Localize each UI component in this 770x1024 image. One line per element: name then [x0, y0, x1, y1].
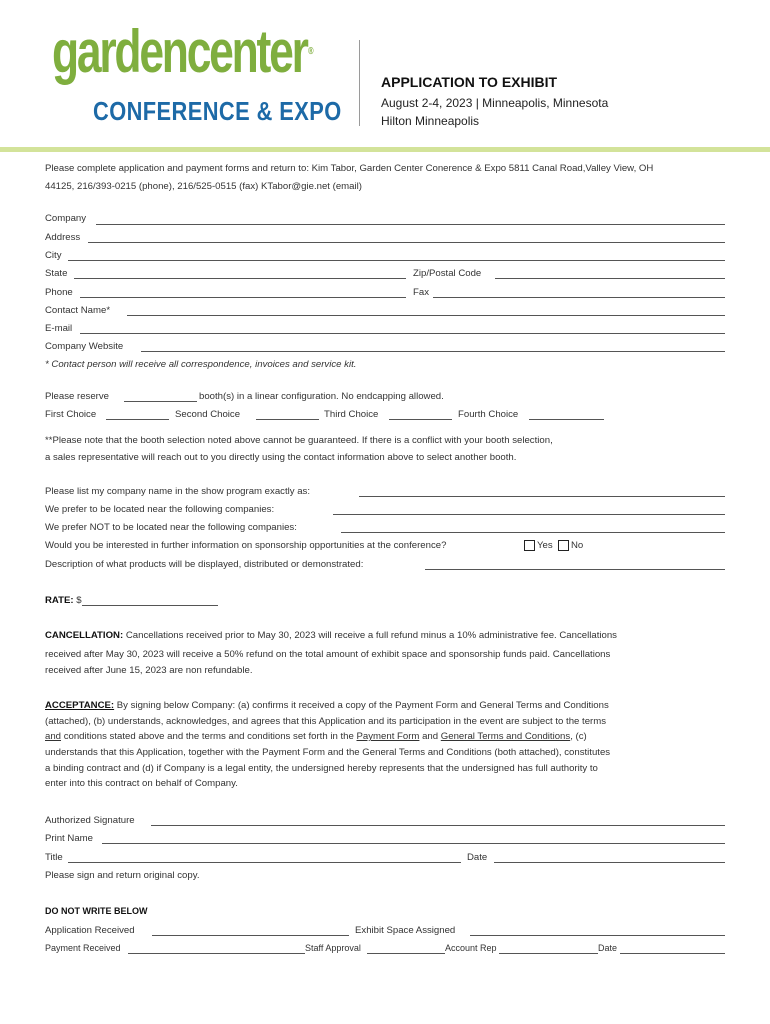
company-field[interactable]	[96, 224, 725, 225]
office-date-label: Date	[598, 943, 618, 953]
fax-label: Fax	[413, 287, 429, 298]
email-field[interactable]	[80, 333, 725, 334]
header-divider	[359, 40, 360, 126]
date-label: Date	[467, 852, 488, 863]
authorized-signature-field[interactable]	[151, 825, 725, 826]
office-heading: DO NOT WRITE BELOW	[45, 906, 148, 916]
payment-received-label: Payment Received	[45, 943, 121, 953]
logo-wordmark	[52, 20, 314, 84]
cancellation-line-3: received after June 15, 2023 are non refundable.	[45, 665, 253, 676]
booth-count-field[interactable]	[124, 401, 197, 402]
first-choice-label: First Choice	[45, 409, 97, 420]
company-label: Company	[45, 213, 87, 224]
not-near-field[interactable]	[341, 532, 725, 533]
logo-subtitle: CONFERENCE & EXPO	[93, 96, 342, 126]
not-near-label: We prefer NOT to be located near the following companies:	[45, 522, 297, 533]
address-label: Address	[45, 232, 81, 243]
no-label: No	[571, 540, 584, 551]
zip-label: Zip/Postal Code	[413, 268, 482, 279]
rate-label: RATE: $	[45, 595, 82, 606]
cancellation-line-2: received after May 30, 2023 will receive a 50% refund on the total amount of exhibit space and sponsorship funds paid. Cancellations	[45, 649, 611, 660]
phone-field[interactable]	[80, 297, 406, 298]
office-date-field[interactable]	[620, 953, 725, 954]
reserve-text: booth(s) in a linear configuration. No endcapping allowed.	[199, 391, 444, 402]
sign-note: Please sign and return original copy.	[45, 870, 200, 881]
yes-label: Yes	[537, 540, 553, 551]
listing-label: Please list my company name in the show program exactly as:	[45, 486, 311, 497]
acceptance-line-5: a binding contract and (d) if Company is a legal entity, the undersigned hereby represents that the undersigned has full authority to	[45, 763, 598, 774]
form-title: APPLICATION TO EXHIBIT	[381, 74, 558, 90]
second-choice-field[interactable]	[256, 419, 319, 420]
fourth-choice-label: Fourth Choice	[458, 409, 519, 420]
cancellation-line-1: CANCELLATION: Cancellations received prior to May 30, 2023 will receive a full refund minus a 10% administrative fee. Cancellations	[45, 630, 617, 641]
app-received-field[interactable]	[152, 935, 349, 936]
reserve-label: Please reserve	[45, 391, 109, 402]
sponsorship-question: Would you be interested in further information on sponsorship opportunities at the conference?	[45, 540, 447, 551]
acceptance-line-6: enter into this contract on behalf of Company.	[45, 778, 238, 789]
account-rep-label: Account Rep	[445, 943, 497, 953]
title-label: Title	[45, 852, 63, 863]
acceptance-line-3: and conditions stated above and the terms and conditions set forth in the Payment Form and General Terms and Conditions, (c)	[45, 731, 587, 742]
intro-line-2: 44125, 216/393-0215 (phone), 216/525-0515 (fax) KTabor@gie.net (email)	[45, 181, 362, 192]
address-field[interactable]	[88, 242, 725, 243]
website-label: Company Website	[45, 341, 124, 352]
second-choice-label: Second Choice	[175, 409, 241, 420]
space-assigned-label: Exhibit Space Assigned	[355, 925, 456, 936]
city-label: City	[45, 250, 62, 261]
logo-text: gardencenter	[52, 18, 307, 85]
phone-label: Phone	[45, 287, 73, 298]
staff-approval-label: Staff Approval	[305, 943, 361, 953]
website-field[interactable]	[141, 351, 725, 352]
state-field[interactable]	[74, 278, 406, 279]
state-label: State	[45, 268, 68, 279]
authorized-signature-label: Authorized Signature	[45, 815, 135, 826]
header-rule	[0, 147, 770, 152]
space-assigned-field[interactable]	[470, 935, 725, 936]
staff-approval-field[interactable]	[367, 953, 445, 954]
contact-note: * Contact person will receive all correspondence, invoices and service kit.	[45, 359, 357, 370]
contact-label: Contact Name*	[45, 305, 111, 316]
print-name-field[interactable]	[102, 843, 725, 844]
intro-line-1: Please complete application and payment forms and return to: Kim Tabor, Garden Center Conerence & Expo 5811 Canal Road,Valley View, OH	[45, 163, 654, 174]
title-field[interactable]	[68, 862, 461, 863]
account-rep-field[interactable]	[499, 953, 598, 954]
rate-field[interactable]	[82, 605, 218, 606]
event-venue: Hilton Minneapolis	[381, 114, 480, 128]
acceptance-line-2: (attached), (b) understands, acknowledges, and agrees that this Application and its participation in the event are subject to the terms	[45, 716, 607, 727]
first-choice-field[interactable]	[106, 419, 169, 420]
event-dates: August 2-4, 2023 | Minneapolis, Minnesota	[381, 96, 609, 110]
near-label: We prefer to be located near the following companies:	[45, 504, 275, 515]
zip-field[interactable]	[495, 278, 725, 279]
print-name-label: Print Name	[45, 833, 93, 844]
products-label: Description of what products will be displayed, distributed or demonstrated:	[45, 559, 364, 570]
date-field[interactable]	[494, 862, 725, 863]
yes-checkbox[interactable]	[524, 540, 535, 551]
city-field[interactable]	[68, 260, 725, 261]
no-checkbox[interactable]	[558, 540, 569, 551]
app-received-label: Application Received	[45, 925, 135, 936]
products-field[interactable]	[425, 569, 725, 570]
contact-field[interactable]	[127, 315, 725, 316]
fax-field[interactable]	[433, 297, 725, 298]
fourth-choice-field[interactable]	[529, 419, 604, 420]
listing-field[interactable]	[359, 496, 725, 497]
email-label: E-mail	[45, 323, 73, 334]
near-field[interactable]	[333, 514, 725, 515]
booth-note-1: **Please note that the booth selection noted above cannot be guaranteed. If there is a conflict with your booth selection,	[45, 435, 553, 446]
acceptance-line-4: understands that this Application, together with the Payment Form and the General Terms and Conditions (both attached), constitutes	[45, 747, 611, 758]
third-choice-field[interactable]	[389, 419, 452, 420]
booth-note-2: a sales representative will reach out to you directly using the contact information above to select another booth.	[45, 452, 517, 463]
third-choice-label: Third Choice	[324, 409, 379, 420]
registered-mark: ®	[308, 46, 314, 57]
payment-received-field[interactable]	[128, 953, 305, 954]
acceptance-line-1: ACCEPTANCE: By signing below Company: (a) confirms it received a copy of the Payment Form and General Terms and Conditions	[45, 700, 609, 711]
